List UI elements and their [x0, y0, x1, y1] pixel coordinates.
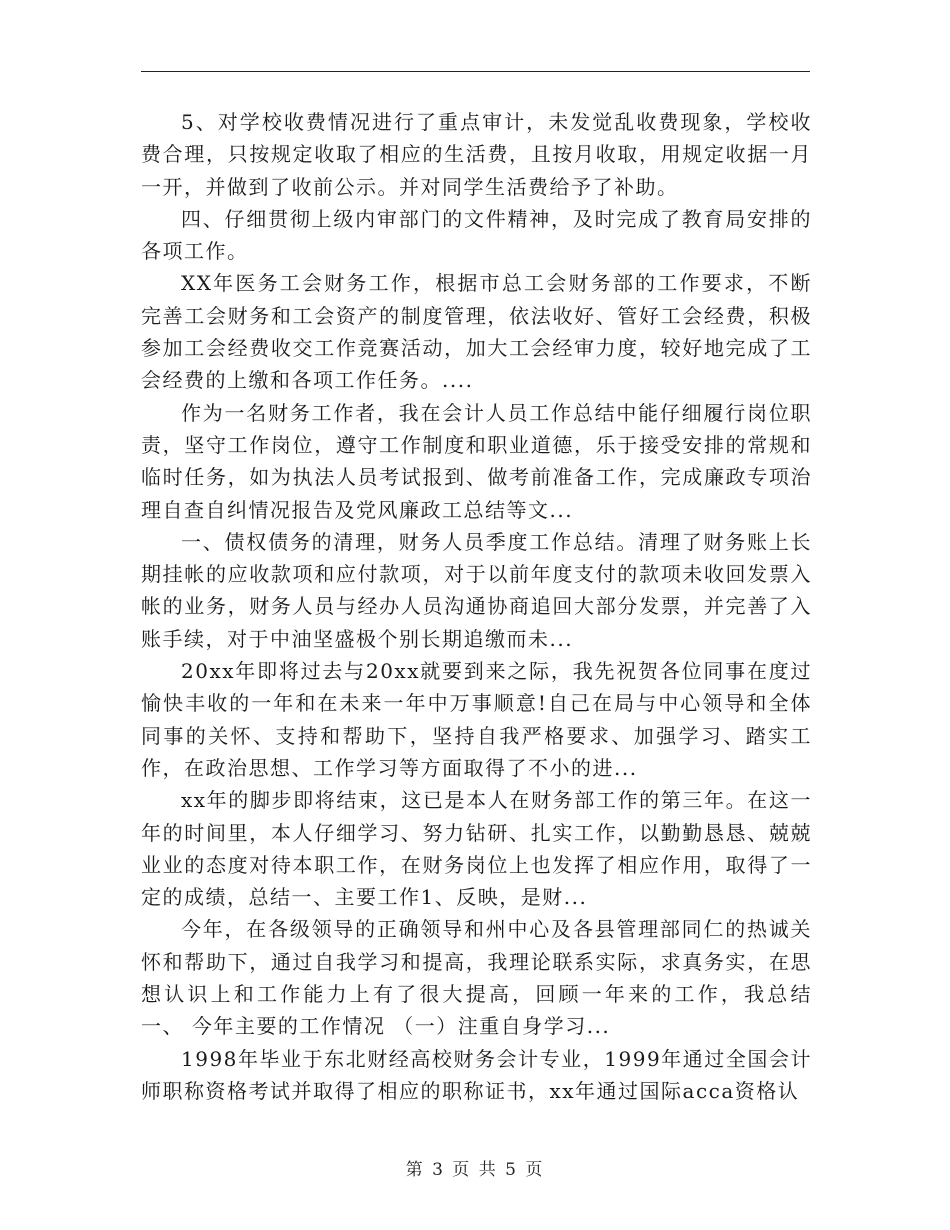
paragraph: 四、仔细贯彻上级内审部门的文件精神，及时完成了教育局安排的各项工作。 [141, 206, 812, 264]
paragraph: 5、对学校收费情况进行了重点审计，未发觉乱收费现象，学校收费合理，只按规定收取了相应的生活费，且按月收取，用规定收据一月一开，并做到了收前公示。并对同学生活费给予了补助。 [141, 110, 812, 199]
header-rule [141, 71, 810, 72]
paragraph: 20xx年即将过去与20xx就要到来之际，我先祝贺各位同事在度过愉快丰收的一年和在未来一年中万事顺意!自己在局与中心领导和全体同事的关怀、支持和帮助下，坚持自我严格要求、加强学习、踏实工作，在政治思想、工作学习等方面取得了不小的进... [141, 659, 812, 780]
paragraph: xx年的脚步即将结束，这已是本人在财务部工作的第三年。在这一年的时间里，本人仔细学习、努力钻研、扎实工作，以勤勤恳恳、兢兢业业的态度对待本职工作，在财务岗位上也发挥了相应作用，取得了一定的成绩，总结一、主要工作1、反映，是财... [141, 788, 812, 910]
paragraph: 作为一名财务工作者，我在会计人员工作总结中能仔细履行岗位职责，坚守工作岗位，遵守工作制度和职业道德，乐于接受安排的常规和临时任务，如为执法人员考试报到、做考前准备工作，完成廉政专项治理自查自纠情况报告及党风廉政工总结等文... [141, 400, 812, 522]
paragraph: XX年医务工会财务工作，根据市总工会财务部的工作要求，不断完善工会财务和工会资产的制度管理，依法收好、管好工会经费，积极参加工会经费收交工作竞赛活动，加大工会经审力度，较好地完成了工会经费的上缴和各项工作任务。.... [141, 271, 812, 393]
body-text [141, 106, 812, 1107]
page-number-footer: 第 3 页 共 5 页 [405, 1160, 545, 1180]
paragraph: 今年，在各级领导的正确领导和州中心及各县管理部同仁的热诚关怀和帮助下，通过自我学习和提高，我理论联系实际，求真务实，在思想认识上和工作能力上有了很大提高，回顾一年来的工作，我总结 一、 今年主要的工作情况 （一）注重自身学习... [141, 917, 812, 1039]
paragraph: 一、债权债务的清理，财务人员季度工作总结。清理了财务账上长期挂帐的应收款项和应付款项，对于以前年度支付的款项未收回发票入帐的业务，财务人员与经办人员沟通协商追回大部分发票，并完善了入账手续，对于中油坚盛极个别长期追缴而未... [141, 529, 812, 651]
paragraph: 1998年毕业于东北财经高校财务会计专业，1999年通过全国会计师职称资格考试并取得了相应的职称证书，xx年通过国际acca资格认 [141, 1046, 812, 1103]
